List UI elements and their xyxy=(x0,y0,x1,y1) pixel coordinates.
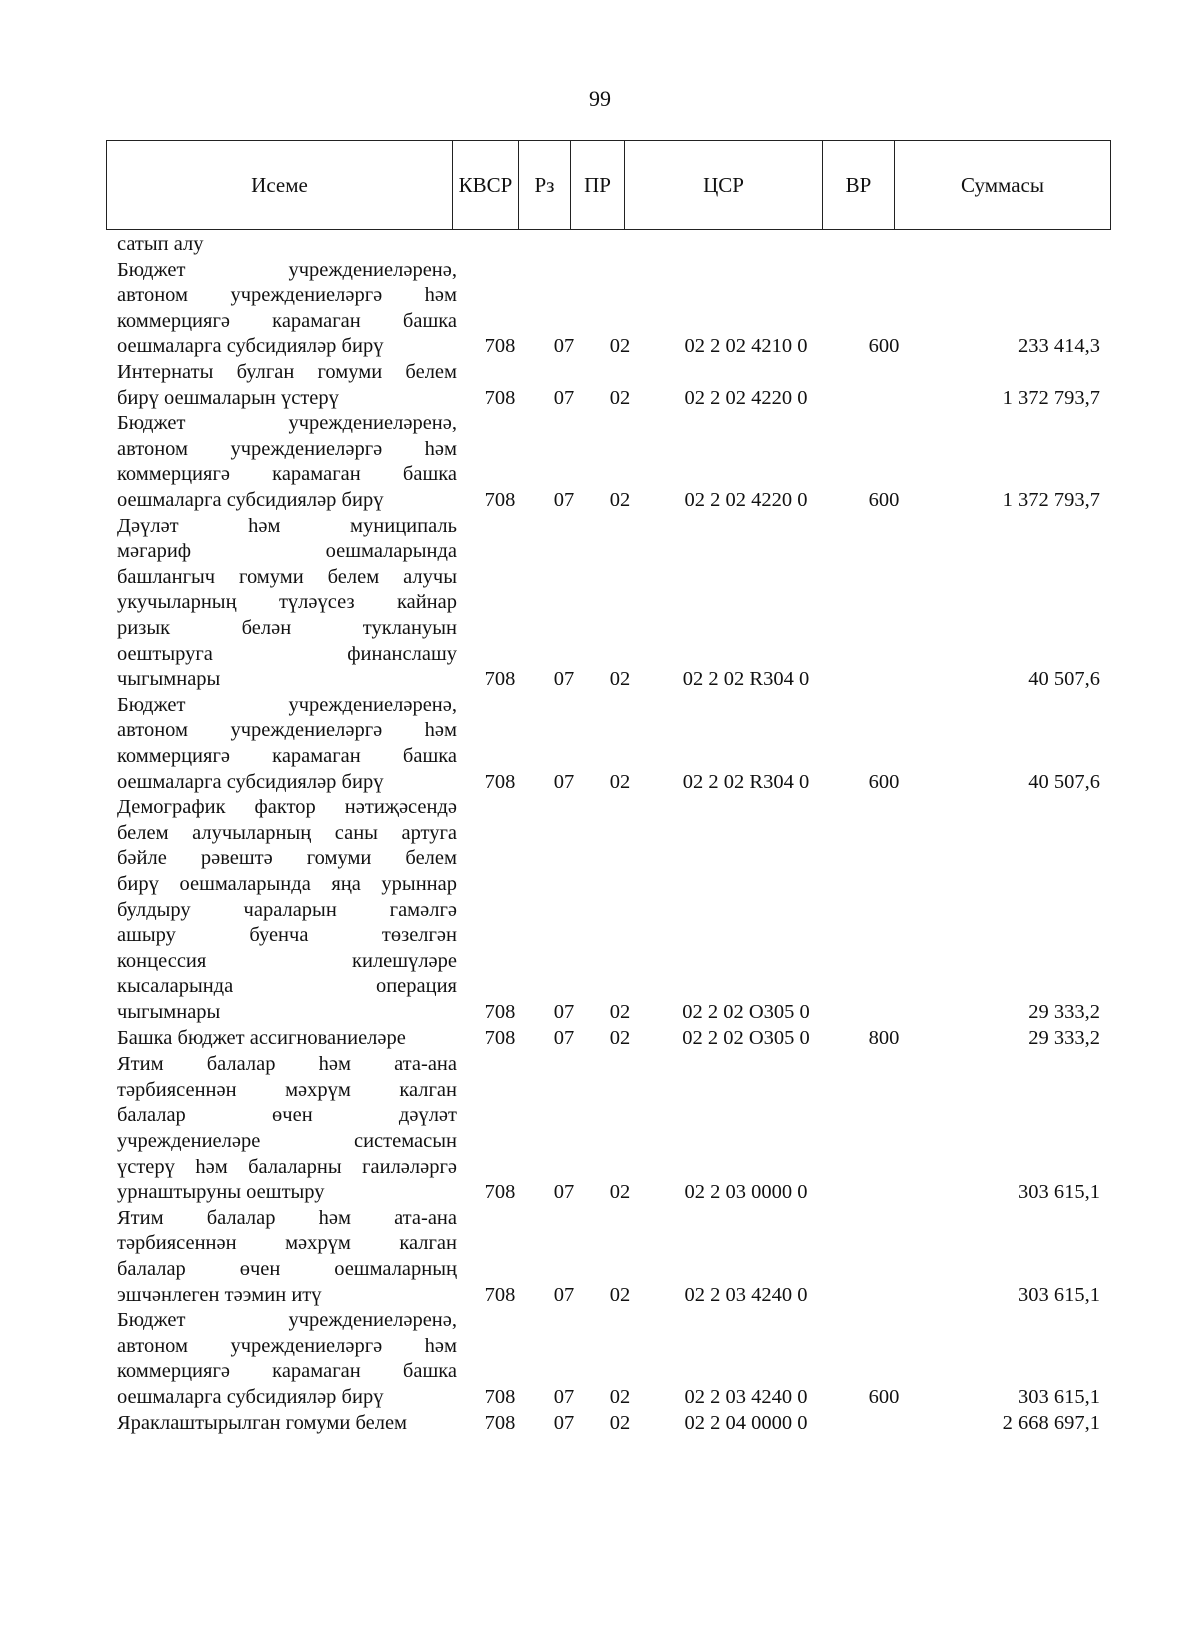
row-csr: 02 2 04 0000 0 xyxy=(684,1411,808,1434)
row-name-line: бирү оешмаларын үстерү xyxy=(117,386,339,409)
row-pr: 02 xyxy=(609,386,631,409)
row-name-line: урнаштыруны оештыру xyxy=(117,1181,325,1204)
row-kvsr: 708 xyxy=(484,668,516,691)
row-sum: 2 668 697,1 xyxy=(1002,1411,1100,1434)
row-pr: 02 xyxy=(609,668,631,691)
row-pr: 02 xyxy=(609,335,631,358)
row-kvsr: 708 xyxy=(484,1181,516,1204)
row-name-line: Бюджет учреждениеләренә, xyxy=(117,258,457,281)
row-name-line: ризык белән туклануын xyxy=(117,616,457,639)
row-kvsr: 708 xyxy=(484,1026,516,1049)
row-name-line: автоном учреждениеләргә һәм xyxy=(117,437,457,460)
row-kvsr: 708 xyxy=(484,1283,516,1306)
header-name: Исеме xyxy=(107,141,453,230)
row-name-line: балалар өчен дәүләт xyxy=(117,1104,457,1127)
row-name-line: мәгариф оешмаларында xyxy=(117,540,457,563)
row-rz: 07 xyxy=(553,1000,575,1023)
row-rz: 07 xyxy=(553,668,575,691)
table-row xyxy=(0,693,1200,795)
header-vr: ВР xyxy=(823,141,895,230)
row-kvsr: 708 xyxy=(484,488,516,511)
row-pr: 02 xyxy=(609,1283,631,1306)
table-row xyxy=(0,411,1200,513)
header-kvsr: КВСР xyxy=(453,141,519,230)
row-name-line: Бюджет учреждениеләренә, xyxy=(117,693,457,716)
row-sum: 303 615,1 xyxy=(1018,1181,1100,1204)
header-csr: ЦСР xyxy=(625,141,823,230)
row-name-line: Дәүләт һәм муниципаль xyxy=(117,514,457,537)
page-number: 99 xyxy=(589,86,611,111)
table-row xyxy=(0,232,1200,258)
row-rz: 07 xyxy=(553,1283,575,1306)
row-name-line: оешмаларга субсидияләр бирү xyxy=(117,770,384,793)
row-name xyxy=(117,514,457,693)
row-sum: 40 507,6 xyxy=(1028,770,1100,793)
row-sum: 29 333,2 xyxy=(1028,1026,1100,1049)
row-name-line: бирү оешмаларында яңа урыннар xyxy=(117,872,457,895)
row-name-line: автоном учреждениеләргә һәм xyxy=(117,284,457,307)
table-row xyxy=(0,1052,1200,1206)
row-name-line: укучыларның түләүсез кайнар xyxy=(117,591,457,614)
row-pr: 02 xyxy=(609,770,631,793)
row-pr: 02 xyxy=(609,1026,631,1049)
row-name-line: автоном учреждениеләргә һәм xyxy=(117,719,457,742)
row-pr: 02 xyxy=(609,488,631,511)
row-name xyxy=(117,795,457,1025)
row-csr: 02 2 02 О305 0 xyxy=(682,1026,810,1049)
row-rz: 07 xyxy=(553,386,575,409)
row-kvsr: 708 xyxy=(484,1411,516,1434)
row-name xyxy=(117,258,457,360)
row-name-line: чыгымнары xyxy=(117,1000,221,1023)
row-name xyxy=(117,1411,457,1437)
row-name xyxy=(117,1026,457,1052)
row-sum: 233 414,3 xyxy=(1018,335,1100,358)
row-vr: 600 xyxy=(868,1385,900,1408)
table-row xyxy=(0,514,1200,693)
table-body xyxy=(0,232,1200,1436)
row-name-line: учреждениеләре системасын xyxy=(117,1129,457,1152)
row-name-line: бәйле рәвештә гомуми белем xyxy=(117,847,457,870)
row-name-line: Демографик фактор нәтиҗәсендә xyxy=(117,796,457,819)
row-rz: 07 xyxy=(553,770,575,793)
row-sum: 29 333,2 xyxy=(1028,1000,1100,1023)
row-name-line: башлангыч гомуми белем алучы xyxy=(117,565,457,588)
row-pr: 02 xyxy=(609,1385,631,1408)
row-name-line: Ятим балалар һәм ата-ана xyxy=(117,1053,457,1076)
row-sum: 303 615,1 xyxy=(1018,1385,1100,1408)
row-kvsr: 708 xyxy=(484,335,516,358)
row-sum: 1 372 793,7 xyxy=(1002,488,1100,511)
row-name-line: Яраклаштырылган гомуми белем xyxy=(117,1411,408,1434)
row-name-line: үстерү һәм балаларны гаиләләргә xyxy=(117,1155,457,1178)
header-pr: ПР xyxy=(571,141,625,230)
row-pr: 02 xyxy=(609,1000,631,1023)
row-name xyxy=(117,411,457,513)
row-name-line: сатып алу xyxy=(117,233,204,255)
row-name xyxy=(117,1206,457,1308)
row-name-line: балалар өчен оешмаларның xyxy=(117,1257,457,1280)
row-csr: 02 2 03 4240 0 xyxy=(684,1283,808,1306)
row-name-line: коммерциягә карамаган башка xyxy=(117,1360,457,1383)
row-csr: 02 2 02 О305 0 xyxy=(682,1000,810,1023)
table-row xyxy=(0,1206,1200,1308)
row-csr: 02 2 02 R304 0 xyxy=(682,668,810,691)
row-name-line: Башка бюджет ассигнованиеләре xyxy=(117,1026,406,1049)
row-name-line: ашыру буенча төзелгән xyxy=(117,924,457,947)
row-name-line: Бюджет учреждениеләренә, xyxy=(117,412,457,435)
row-name-line: тәрбиясеннән мәхрүм калган xyxy=(117,1232,457,1255)
row-kvsr: 708 xyxy=(484,386,516,409)
row-name-line: Ятим балалар һәм ата-ана xyxy=(117,1206,457,1229)
table-row xyxy=(0,258,1200,360)
table-row xyxy=(0,795,1200,1025)
row-csr: 02 2 02 R304 0 xyxy=(682,770,810,793)
row-kvsr: 708 xyxy=(484,770,516,793)
row-rz: 07 xyxy=(553,1181,575,1204)
row-csr: 02 2 03 0000 0 xyxy=(684,1181,808,1204)
row-rz: 07 xyxy=(553,1026,575,1049)
header-rz: Рз xyxy=(519,141,571,230)
row-csr: 02 2 02 4220 0 xyxy=(684,488,808,511)
row-csr: 02 2 02 4210 0 xyxy=(684,335,808,358)
row-kvsr: 708 xyxy=(484,1385,516,1408)
row-rz: 07 xyxy=(553,488,575,511)
row-kvsr: 708 xyxy=(484,1000,516,1023)
row-pr: 02 xyxy=(609,1181,631,1204)
row-vr: 600 xyxy=(868,770,900,793)
table-header xyxy=(106,140,1111,230)
row-csr: 02 2 03 4240 0 xyxy=(684,1385,808,1408)
row-csr: 02 2 02 4220 0 xyxy=(684,386,808,409)
table-row xyxy=(0,1411,1200,1437)
row-name xyxy=(117,232,457,258)
row-vr: 600 xyxy=(868,488,900,511)
row-rz: 07 xyxy=(553,1385,575,1408)
row-sum: 40 507,6 xyxy=(1028,668,1100,691)
row-name-line: коммерциягә карамаган башка xyxy=(117,309,457,332)
row-name-line: коммерциягә карамаган башка xyxy=(117,744,457,767)
row-pr: 02 xyxy=(609,1411,631,1434)
row-name xyxy=(117,1308,457,1410)
table-row xyxy=(0,1308,1200,1410)
row-name-line: оешмаларга субсидияләр бирү xyxy=(117,1385,384,1408)
row-sum: 303 615,1 xyxy=(1018,1283,1100,1306)
row-name-line: тәрбиясеннән мәхрүм калган xyxy=(117,1078,457,1101)
table-row xyxy=(0,1026,1200,1053)
row-name-line: концессия килешүләре xyxy=(117,949,457,972)
row-name-line: булдыру чараларын гамәлгә xyxy=(117,898,457,921)
row-name xyxy=(117,1052,457,1206)
row-name-line: Бюджет учреждениеләренә, xyxy=(117,1309,457,1332)
row-name xyxy=(117,693,457,795)
row-name-line: оешмаларга субсидияләр бирү xyxy=(117,335,384,358)
row-name xyxy=(117,360,457,411)
row-name-line: белем алучыларның саны артуга xyxy=(117,821,457,844)
row-rz: 07 xyxy=(553,1411,575,1434)
row-rz: 07 xyxy=(553,335,575,358)
table-row xyxy=(0,360,1200,411)
row-vr: 800 xyxy=(868,1026,900,1049)
row-sum: 1 372 793,7 xyxy=(1002,386,1100,409)
row-name-line: автоном учреждениеләргә һәм xyxy=(117,1334,457,1357)
row-name-line: коммерциягә карамаган башка xyxy=(117,463,457,486)
row-name-line: чыгымнары xyxy=(117,668,221,691)
header-sum: Суммасы xyxy=(895,141,1111,230)
row-name-line: Интернаты булган гомуми белем xyxy=(117,360,457,383)
row-name-line: оештыруга финанслашу xyxy=(117,642,457,665)
row-name-line: оешмаларга субсидияләр бирү xyxy=(117,488,384,511)
row-name-line: кысаларында операция xyxy=(117,975,457,998)
row-name-line: эшчәнлеген тәэмин итү xyxy=(117,1283,322,1306)
row-vr: 600 xyxy=(868,335,900,358)
